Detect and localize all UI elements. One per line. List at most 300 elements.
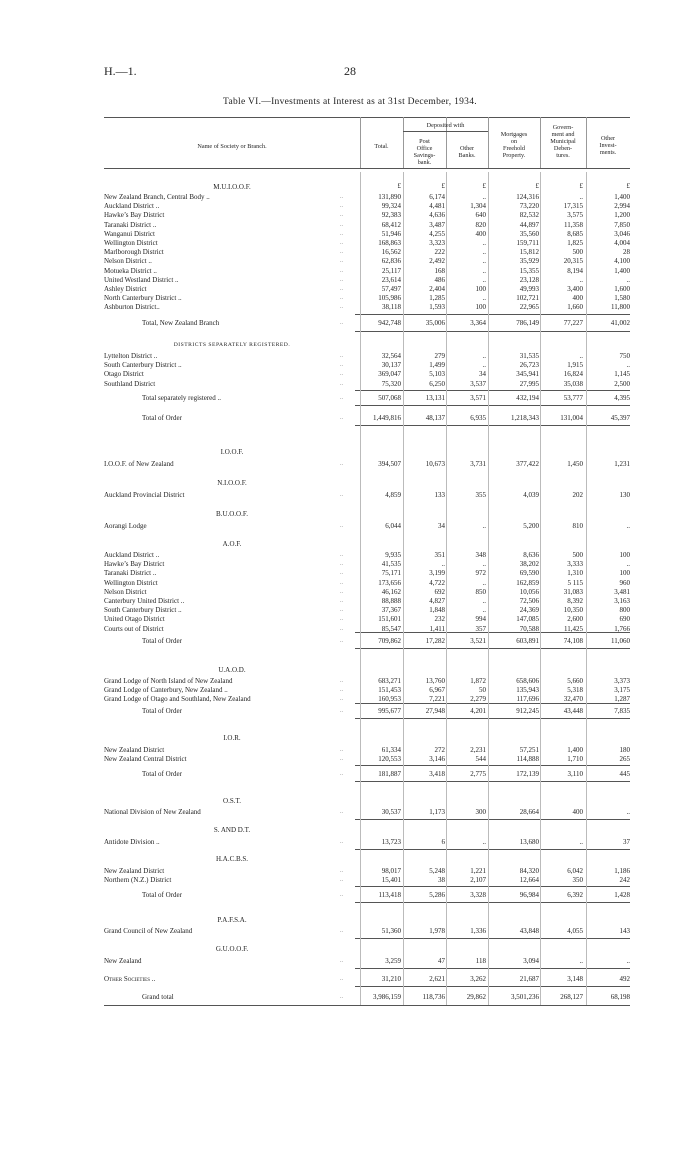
row-label: Nelson District xyxy=(104,587,147,596)
cell-5: .. xyxy=(579,193,583,201)
col-header-government: Govern- xyxy=(552,124,574,131)
cell-4: 96,984 xyxy=(519,891,539,899)
cell-1: 168,863 xyxy=(378,239,401,247)
cell-3: 100 xyxy=(475,285,486,293)
cell-2: 5,286 xyxy=(429,891,445,899)
cell-1: 23,614 xyxy=(381,275,401,284)
cell-4: 15,355 xyxy=(519,266,539,275)
cell-5: .. xyxy=(579,838,583,846)
body-column-divider xyxy=(540,172,541,1005)
col-header-mortgages: Freehold xyxy=(503,145,525,152)
row-label: United Westland District .. xyxy=(104,275,179,284)
cell-6: 1,400 xyxy=(614,266,630,275)
cell-2: 4,636 xyxy=(429,211,445,220)
cell-4: 1,218,343 xyxy=(511,414,539,422)
cell-4: 35,929 xyxy=(519,257,539,266)
row-label: Grand Council of New Zealand xyxy=(104,927,193,935)
cell-4: 4,039 xyxy=(523,491,539,499)
cell-5: 1,450 xyxy=(567,460,583,468)
table-row xyxy=(0,460,700,469)
cell-1: 38,118 xyxy=(382,303,401,312)
cell-6: 37 xyxy=(623,838,630,846)
deposited-rule xyxy=(403,131,488,132)
cell-4: 12,664 xyxy=(519,876,539,885)
cell-1: 160,953 xyxy=(378,695,401,704)
cell-3: 2,231 xyxy=(470,746,486,754)
cell-2: 38 xyxy=(438,876,445,885)
cell-3: 3,731 xyxy=(470,460,486,468)
row-label: Hawke’s Bay District xyxy=(104,560,165,569)
cell-4: 162,859 xyxy=(516,578,539,587)
cell-4: 21,687 xyxy=(519,975,539,983)
row-label: Aorangi Lodge xyxy=(104,522,147,530)
leader-dots: .. xyxy=(340,561,343,568)
cell-3: 3,364 xyxy=(470,319,486,327)
table-row xyxy=(0,569,700,578)
col-header-other-investments: Other xyxy=(600,135,616,142)
cell-2: 4,722 xyxy=(429,578,445,587)
leader-dots: .. xyxy=(340,395,343,401)
cell-3: .. xyxy=(482,257,486,266)
col-header-post-office: Post xyxy=(419,138,430,145)
subtotal-row xyxy=(0,394,700,403)
cell-6: 3,175 xyxy=(614,686,630,695)
cell-4: 27,995 xyxy=(519,379,539,388)
table-row xyxy=(0,267,700,276)
table-row xyxy=(0,230,700,239)
row-label: Canterbury United District .. xyxy=(104,597,185,605)
cell-3: .. xyxy=(482,266,486,275)
currency-6: £ xyxy=(626,182,630,190)
total-rule xyxy=(355,425,630,426)
cell-6: 1,231 xyxy=(614,460,630,468)
table-row xyxy=(0,211,700,220)
cell-6: 3,046 xyxy=(614,229,630,238)
leader-dots: .. xyxy=(340,958,343,964)
currency-1: £ xyxy=(397,182,401,190)
cell-6: 28 xyxy=(623,248,630,257)
table-row xyxy=(0,579,700,588)
cell-4: 38,202 xyxy=(519,560,539,569)
cell-2: 17,282 xyxy=(425,637,445,645)
body-column-divider xyxy=(488,172,489,1005)
leader-dots: .. xyxy=(340,194,343,200)
col-header-government: tures. xyxy=(556,152,570,159)
table-row xyxy=(0,248,700,257)
cell-2: 2,492 xyxy=(429,257,445,266)
section-title: DISTRICTS SEPARATELY REGISTERED. xyxy=(173,342,291,348)
cell-6: 960 xyxy=(619,578,630,587)
cell-3: 1,304 xyxy=(470,202,486,211)
leader-dots: .. xyxy=(340,877,343,884)
table-row xyxy=(0,677,700,686)
cell-1: 31,210 xyxy=(381,975,401,983)
row-label: Auckland District .. xyxy=(104,202,160,211)
cell-1: 68,412 xyxy=(381,220,401,229)
cell-2: 4,827 xyxy=(429,597,445,605)
row-label: Marlborough District xyxy=(104,248,164,257)
cell-4: 73,220 xyxy=(519,202,539,211)
cell-3: 1,336 xyxy=(470,927,486,935)
cell-2: 13,131 xyxy=(425,394,445,402)
cell-1: 394,507 xyxy=(378,460,401,468)
cell-5: .. xyxy=(579,957,583,965)
cell-1: 46,162 xyxy=(381,587,401,596)
cell-2: 133 xyxy=(434,491,445,499)
leader-dots: .. xyxy=(340,267,343,274)
cell-5: 1,400 xyxy=(567,746,583,754)
leader-dots: .. xyxy=(340,552,343,558)
cell-2: 5,103 xyxy=(429,370,445,379)
leader-dots: .. xyxy=(340,570,343,577)
col-header-name: Name of Society or Branch. xyxy=(197,143,267,150)
cell-1: 173,656 xyxy=(378,578,401,587)
cell-6: 1,766 xyxy=(614,624,630,633)
leader-dots: .. xyxy=(340,362,343,369)
cell-1: 1,449,816 xyxy=(373,414,401,422)
total-order-row xyxy=(0,707,700,716)
cell-3: 400 xyxy=(475,229,486,238)
cell-5: 5 115 xyxy=(567,578,583,587)
table-row xyxy=(0,606,700,615)
cell-6: .. xyxy=(626,361,630,370)
cell-2: .. xyxy=(441,560,445,569)
cell-2: 13,760 xyxy=(425,677,445,685)
leader-dots: .. xyxy=(340,295,343,302)
cell-4: 24,369 xyxy=(519,606,539,615)
cell-6: 3,373 xyxy=(614,677,630,685)
cell-3: 100 xyxy=(475,303,486,312)
row-label: Grand Lodge of North Island of New Zealand xyxy=(104,677,233,685)
cell-6: 690 xyxy=(619,615,630,624)
cell-3: 820 xyxy=(475,220,486,229)
cell-5: 4,055 xyxy=(567,927,583,935)
cell-3: .. xyxy=(482,352,486,360)
cell-4: 23,128 xyxy=(519,275,539,284)
table-row xyxy=(0,193,700,202)
table-row xyxy=(0,551,700,560)
cell-6: 1,400 xyxy=(614,193,630,201)
cell-5: 5,660 xyxy=(567,677,583,685)
leader-dots: .. xyxy=(340,928,343,934)
cell-1: 30,137 xyxy=(381,361,401,370)
cell-5: 8,392 xyxy=(567,597,583,605)
leader-dots: .. xyxy=(340,320,343,326)
cell-6: 492 xyxy=(619,975,630,983)
col-header-mortgages: Mortgages xyxy=(500,131,528,138)
cell-6: 143 xyxy=(619,927,630,935)
section-title: P.A.F.S.A. xyxy=(217,916,247,924)
row-label: Northern (N.Z.) District xyxy=(104,876,172,885)
cell-4: 70,588 xyxy=(519,624,539,633)
cell-5: 6,392 xyxy=(567,891,583,899)
leader-dots: .. xyxy=(340,892,343,898)
cell-3: 29,862 xyxy=(466,993,486,1001)
currency-2: £ xyxy=(441,182,445,190)
leader-dots: .. xyxy=(340,678,343,684)
subtotal-row xyxy=(0,319,700,328)
cell-3: 4,201 xyxy=(470,707,486,715)
cell-4: 345,941 xyxy=(516,370,539,379)
subtotal-rule xyxy=(355,886,630,887)
cell-6: 2,994 xyxy=(614,202,630,211)
cell-6: .. xyxy=(626,560,630,569)
cell-1: 98,017 xyxy=(381,867,401,875)
cell-5: 1,825 xyxy=(567,239,583,247)
row-label: Taranaki District .. xyxy=(104,220,157,229)
cell-5: 3,148 xyxy=(567,975,583,983)
body-column-divider xyxy=(360,172,361,1005)
leader-dots: .. xyxy=(340,625,343,632)
leader-dots: .. xyxy=(340,249,343,256)
cell-2: 4,255 xyxy=(429,229,445,238)
cell-4: 159,711 xyxy=(516,239,539,247)
cell-2: 3,323 xyxy=(429,239,445,247)
cell-3: .. xyxy=(482,193,486,201)
leader-dots: .. xyxy=(340,708,343,714)
cell-4: 69,590 xyxy=(519,569,539,578)
cell-4: 44,897 xyxy=(519,220,539,229)
col-header-post-office: Office xyxy=(416,145,433,152)
table-row xyxy=(0,588,700,597)
leader-dots: .. xyxy=(340,380,343,387)
cell-3: 50 xyxy=(479,686,486,695)
cell-1: 507,068 xyxy=(378,394,401,402)
cell-1: 32,564 xyxy=(381,352,401,360)
table-row xyxy=(0,838,700,847)
cell-1: 113,418 xyxy=(378,891,401,899)
cell-2: 47 xyxy=(438,957,445,965)
currency-4: £ xyxy=(535,182,539,190)
cell-5: 131,004 xyxy=(560,414,583,422)
cell-1: 37,367 xyxy=(381,606,401,615)
cell-3: 6,935 xyxy=(470,414,486,422)
cell-2: 222 xyxy=(434,248,445,257)
table-row xyxy=(0,615,700,624)
col-header-other-banks: Banks. xyxy=(458,152,476,159)
cell-2: 3,146 xyxy=(429,755,445,764)
cell-6: 4,395 xyxy=(614,394,630,402)
row-label: National Division of New Zealand xyxy=(104,808,201,816)
body-column-divider xyxy=(446,172,447,1005)
cell-5: 500 xyxy=(572,551,583,559)
leader-dots: .. xyxy=(340,994,343,1000)
cell-3: 1,872 xyxy=(470,677,486,685)
total-rule xyxy=(355,986,630,987)
total-rule xyxy=(355,648,630,649)
leader-dots: .. xyxy=(340,371,343,378)
cell-6: 242 xyxy=(619,876,630,885)
cell-1: 85,547 xyxy=(381,624,401,633)
table-row xyxy=(0,522,700,531)
table-row xyxy=(0,927,700,936)
leader-dots: .. xyxy=(340,240,343,246)
cell-5: 3,575 xyxy=(567,211,583,220)
cell-1: 369,047 xyxy=(378,370,401,379)
cell-3: 357 xyxy=(475,624,486,633)
row-label: New Zealand xyxy=(104,957,142,965)
report-code: H.—1. xyxy=(104,64,137,78)
cell-1: 99,324 xyxy=(381,202,401,211)
leader-dots: .. xyxy=(340,696,343,703)
cell-3: 300 xyxy=(475,808,486,816)
row-label: United Otago District xyxy=(104,615,165,624)
leader-dots: .. xyxy=(340,258,343,265)
table-title: Table VI.—Investments at Interest as at 31st December, 1934. xyxy=(223,97,477,107)
cell-4: 26,723 xyxy=(519,361,539,370)
subtotal-rule xyxy=(355,765,630,766)
cell-6: 1,145 xyxy=(614,370,630,379)
row-label: New Zealand Branch, Central Body .. xyxy=(104,193,210,201)
section-title: H.A.C.B.S. xyxy=(215,855,249,863)
cell-6: 1,580 xyxy=(614,294,630,303)
row-label: Total of Order xyxy=(142,891,182,899)
cell-4: 135,943 xyxy=(516,686,539,695)
cell-4: 117,696 xyxy=(516,695,539,704)
cell-3: 850 xyxy=(475,587,486,596)
cell-1: 3,986,159 xyxy=(373,993,401,1001)
row-label: South Canterbury District .. xyxy=(104,606,182,615)
cell-2: 6,250 xyxy=(429,379,445,388)
cell-1: 6,044 xyxy=(385,522,401,530)
row-label: New Zealand District xyxy=(104,746,165,754)
row-label: Wanganui District xyxy=(104,229,155,238)
cell-1: 9,935 xyxy=(385,551,401,559)
cell-5: 810 xyxy=(572,522,583,530)
section-title: I.O.R. xyxy=(223,734,241,742)
cell-4: 43,848 xyxy=(519,927,539,935)
cell-3: .. xyxy=(482,838,486,846)
leader-dots: .. xyxy=(340,607,343,614)
row-label: North Canterbury District .. xyxy=(104,294,182,303)
cell-4: 786,149 xyxy=(516,319,539,327)
section-title: U.A.O.D. xyxy=(218,666,246,674)
cell-5: 5,318 xyxy=(567,686,583,695)
cell-3: 1,221 xyxy=(470,867,486,875)
cell-6: 265 xyxy=(619,755,630,764)
table-row xyxy=(0,746,700,755)
cell-2: 5,248 xyxy=(429,867,445,875)
cell-4: 377,422 xyxy=(516,460,539,468)
leader-dots: .. xyxy=(340,276,343,283)
cell-3: .. xyxy=(482,597,486,605)
cell-3: .. xyxy=(482,361,486,370)
cell-5: 3,333 xyxy=(567,560,583,569)
table-row xyxy=(0,239,700,248)
col-header-other-investments: ments. xyxy=(599,149,617,156)
table-row xyxy=(0,361,700,370)
leader-dots: .. xyxy=(340,212,343,219)
cell-3: 34 xyxy=(479,370,486,379)
row-label: New Zealand Central District xyxy=(104,755,187,764)
grand-total-row xyxy=(0,993,700,1002)
cell-1: 30,537 xyxy=(381,808,401,816)
leader-dots: .. xyxy=(340,461,343,467)
cell-2: 1,173 xyxy=(429,808,445,816)
other-societies-row xyxy=(0,975,700,984)
leader-dots: .. xyxy=(340,747,343,753)
cell-3: 3,521 xyxy=(470,637,486,645)
cell-6: 7,850 xyxy=(614,220,630,229)
cell-5: 1,310 xyxy=(567,569,583,578)
cell-3: .. xyxy=(482,248,486,257)
cell-3: 2,775 xyxy=(470,770,486,778)
cell-2: 34 xyxy=(438,522,445,530)
cell-3: .. xyxy=(482,294,486,303)
cell-5: 11,425 xyxy=(564,624,583,633)
table-row xyxy=(0,294,700,303)
cell-3: 544 xyxy=(475,755,486,764)
cell-2: 232 xyxy=(434,615,445,624)
col-header-mortgages: Property. xyxy=(502,152,526,159)
cell-1: 51,946 xyxy=(381,229,401,238)
cell-6: 45,397 xyxy=(610,414,630,422)
cell-1: 181,887 xyxy=(378,770,401,778)
leader-dots: .. xyxy=(340,286,343,292)
cell-6: .. xyxy=(626,808,630,816)
row-label: Total of Order xyxy=(142,637,182,645)
total-rule xyxy=(355,938,630,939)
cell-5: 53,777 xyxy=(563,394,583,402)
cell-1: 51,360 xyxy=(381,927,401,935)
cell-2: 692 xyxy=(434,587,445,596)
cell-2: 168 xyxy=(434,266,445,275)
leader-dots: .. xyxy=(340,687,343,694)
cell-1: 4,859 xyxy=(385,491,401,499)
table-row xyxy=(0,276,700,285)
cell-5: 11,358 xyxy=(564,220,583,229)
cell-6: 1,200 xyxy=(614,211,630,220)
cell-4: 10,056 xyxy=(519,587,539,596)
table-row xyxy=(0,560,700,569)
row-label: Total of Order xyxy=(142,707,182,715)
cell-6: 1,600 xyxy=(614,285,630,293)
cell-6: 130 xyxy=(619,491,630,499)
cell-5: 1,915 xyxy=(567,361,583,370)
cell-4: 15,812 xyxy=(519,248,539,257)
total-order-row xyxy=(0,891,700,900)
row-label: Total separately registered .. xyxy=(142,394,222,402)
currency-3: £ xyxy=(482,182,486,190)
leader-dots: .. xyxy=(340,579,343,586)
total-rule xyxy=(355,968,630,969)
cell-6: 3,481 xyxy=(614,587,630,596)
cell-1: 15,401 xyxy=(381,876,401,885)
cell-2: 27,948 xyxy=(425,707,445,715)
cell-4: 114,888 xyxy=(516,755,539,764)
row-label: Auckland Provincial District xyxy=(104,491,185,499)
cell-4: 13,680 xyxy=(519,838,539,846)
body-column-divider xyxy=(403,172,404,1005)
cell-2: 10,673 xyxy=(425,460,445,468)
col-header-government: ment and xyxy=(551,131,575,138)
cell-3: 2,279 xyxy=(470,695,486,704)
section-title: G.U.O.O.F. xyxy=(215,945,249,953)
cell-6: 4,100 xyxy=(614,257,630,266)
cell-5: 31,083 xyxy=(563,587,583,596)
cell-3: 3,262 xyxy=(470,975,486,983)
section-title: M.U.I.O.O.F. xyxy=(213,183,251,191)
cell-2: 2,404 xyxy=(429,285,445,293)
cell-5: 1,710 xyxy=(567,755,583,764)
subtotal-rule xyxy=(355,314,630,315)
page-number: 28 xyxy=(344,64,356,78)
cell-2: 7,221 xyxy=(429,695,445,704)
cell-4: 912,245 xyxy=(516,707,539,715)
cell-3: 355 xyxy=(475,491,486,499)
cell-5: 6,042 xyxy=(567,867,583,875)
leader-dots: .. xyxy=(340,588,343,595)
